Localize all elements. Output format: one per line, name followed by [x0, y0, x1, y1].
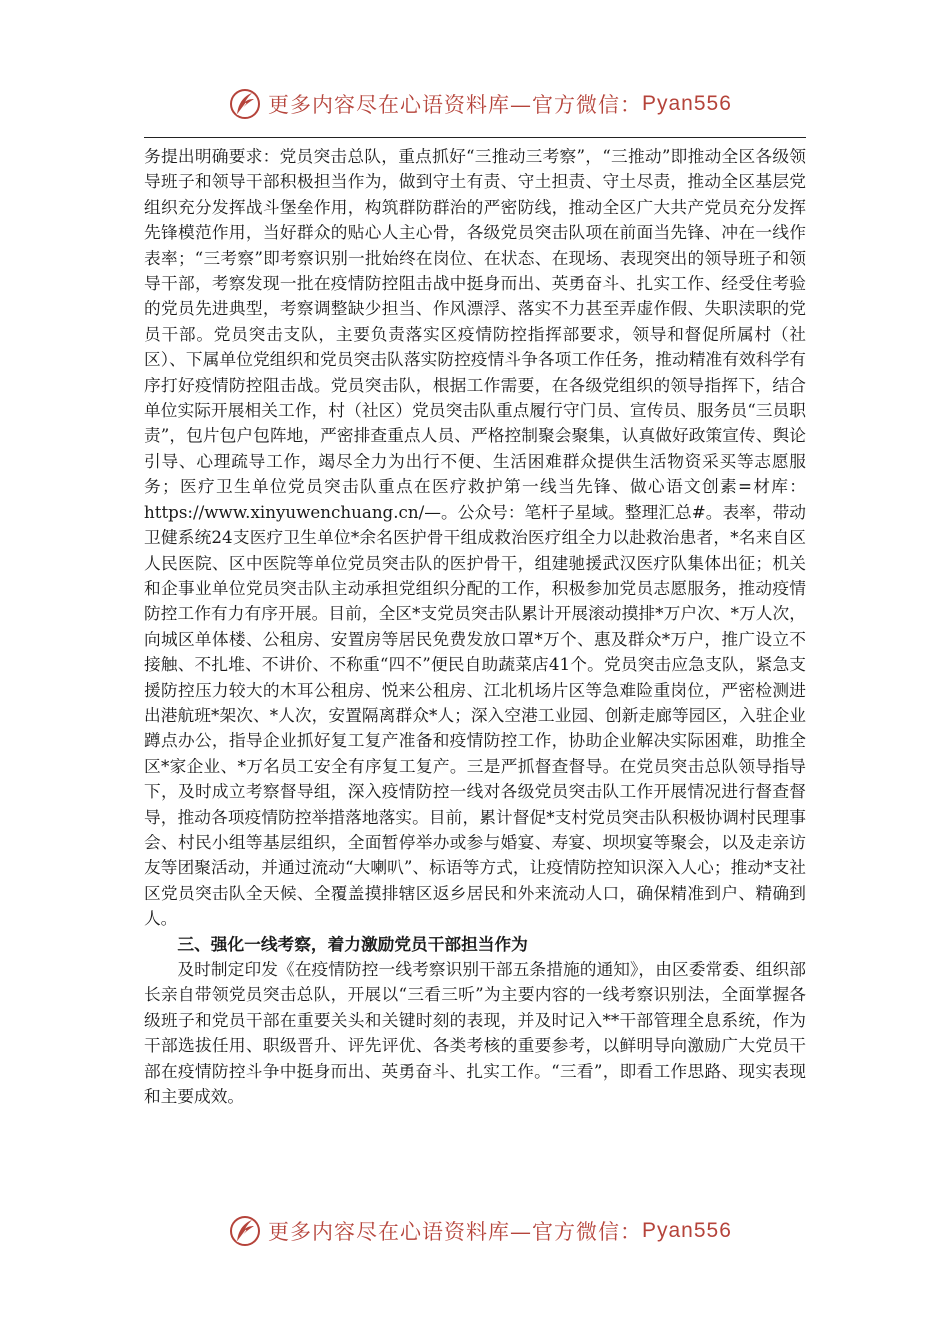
banner-text: 更多内容尽在心语资料库—官方微信：: [268, 93, 642, 117]
banner-wechat-handle: Pyan556: [642, 92, 732, 115]
banner-wechat-handle: Pyan556: [642, 1219, 732, 1242]
document-body: [144, 144, 806, 1109]
feather-pen-icon: [228, 1214, 262, 1248]
body-paragraph: 务提出明确要求：党员突击总队，重点抓好“三推动三考察”，“三推动”即推动全区各级领导班子和领导干部积极担当作为，做到守土有责、守土担责、守土尽责，推动全区基层党组织充分发挥战斗堡垒作用，构筑群防群治的严密防线，推动全区广大共产党员充分发挥先锋模范作用，当好群众的贴心人主心骨，各级党员突击队项在前面当先锋、冲在一线作表率；“三考察”即考察识别一批始终在岗位、在状态、在现场、表现突出的领导班子和领导干部，考察发现一批在疫情防控阻击战中挺身而出、英勇奋斗、扎实工作、经受住考验的党员先进典型，考察调整缺少担当、作风漂浮、落实不力甚至弄虚作假、失职渎职的党员干部。党员突击支队，主要负责落实区疫情防控指挥部要求，领导和督促所属村（社区）、下属单位党组织和党员突击队落实防控疫情斗争各项工作任务，推动精准有效科学有序打好疫情防控阻击战。党员突击队，根据工作需要，在各级党组织的领导指挥下，结合单位实际开展相关工作，村（社区）党员突击队重点履行守门员、宣传员、服务员“三员职责”，包片包户包阵地，严密排查重点人员、严格控制聚会聚集，认真做好政策宣传、舆论引导、心理疏导工作，竭尽全力为出行不便、生活困难群众提供生活物资采买等志愿服务；医疗卫生单位党员突击队重点在医疗救护第一线当先锋、做心语文创素=材库：https://www.xinyuwenchuang.cn/—。公众号：笔杆子星域。整理汇总#。表率，带动卫健系统24支医疗卫生单位*余名医护骨干组成救治医疗组全力以赴救治患者，*名来自区人民医院、区中医院等单位党员突击队的医护骨干，组建驰援武汉医疗队集体出征；机关和企事业单位党员突击队主动承担党组织分配的工作，积极参加党员志愿服务，推动疫情防控工作有力有序开展。目前，全区*支党员突击队累计开展滚动摸排*万户次、*万人次，向城区单体楼、公租房、安置房等居民免费发放口罩*万个、惠及群众*万户，推广设立不接触、不扎堆、不讲价、不称重“四不”便民自助蔬菜店41个。党员突击应急支队，紧急支援防控压力较大的木耳公租房、悦来公租房、江北机场片区等急难险重岗位，严密检测进出港航班*架次、*人次，安置隔离群众*人；深入空港工业园、创新走廊等园区，入驻企业蹲点办公，指导企业抓好复工复产准备和疫情防控工作，协助企业解决实际困难，助推全区*家企业、*万名员工安全有序复工复产。三是严抓督查督导。在党员突击总队领导指导下，及时成立考察督导组，深入疫情防控一线对各级党员突击队工作开展情况进行督查督导，推动各项疫情防控举措落地落实。目前，累计督促*支村党员突击队积极协调村民理事会、村民小组等基层组织，全面暂停举办或参与婚宴、寿宴、坝坝宴等聚会，以及走亲访友等团聚活动，并通过流动“大喇叭”、标语等方式，让疫情防控知识深入人心；推动*支社区党员突击队全天候、全覆盖摸排辖区返乡居民和外来流动人口，确保精准到户、精确到人。: [144, 146, 806, 929]
section-heading: 三、强化一线考察，着力激励党员干部担当作为: [177, 933, 528, 954]
banner-text: 更多内容尽在心语资料库—官方微信：: [268, 1220, 642, 1244]
body-paragraph: 及时制定印发《在疫情防控一线考察识别干部五条措施的通知》，由区委常委、组织部长亲自带领党员突击总队，开展以“三看三听”为主要内容的一线考察识别法，全面掌握各级班子和党员干部在重要关头和关键时刻的表现，并及时记入**干部管理全息系统，作为干部选拔任用、职级晋升、评先评优、各类考核的重要参考，以鲜明导向激励广大党员干部在疫情防控斗争中挺身而出、英勇奋斗、扎实工作。“三看”，即看工作思路、现实表现和主要成效。: [144, 959, 806, 1107]
feather-pen-icon: [228, 87, 262, 121]
footer-banner[interactable]: [228, 1211, 732, 1251]
header-banner[interactable]: [228, 84, 732, 124]
header-divider: [144, 137, 806, 138]
